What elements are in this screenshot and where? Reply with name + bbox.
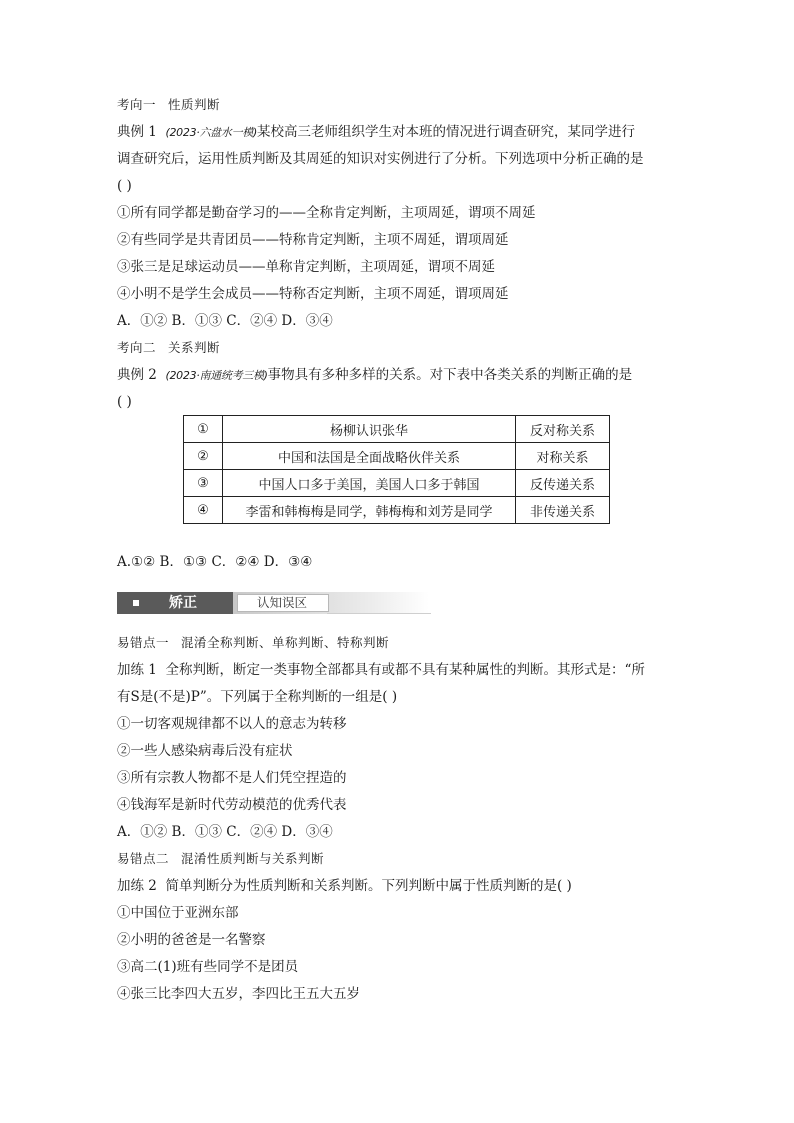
table-row bbox=[184, 416, 610, 443]
row-description: 中国人口多于美国，美国人口多于韩国 bbox=[223, 470, 516, 497]
answer-options: A．①② B．①③ C．②④ D．③④ bbox=[117, 824, 333, 840]
table-row bbox=[184, 497, 610, 524]
statement: ④小明不是学生会成员——特称否定判断，主项不周延，谓项周延 bbox=[117, 286, 509, 302]
statement: ③张三是足球运动员——单称肯定判断，主项周延，谓项不周延 bbox=[117, 259, 495, 275]
exercise-label: 加练 2 bbox=[117, 878, 157, 894]
section-heading bbox=[117, 96, 220, 114]
answer-options: A.①② B．①③ C．②④ D．③④ bbox=[117, 554, 313, 570]
exercise-text: 全称判断，断定一类事物全部都具有或都不具有某种属性的判断。其形式是：“所 bbox=[165, 662, 645, 678]
row-relation-type: 对称关系 bbox=[516, 443, 610, 470]
row-number: ③ bbox=[184, 470, 223, 497]
statement: ②有些同学是共青团员——特称肯定判断，主项不周延，谓项周延 bbox=[117, 232, 509, 248]
heading-label: 易错点二 bbox=[117, 851, 170, 866]
banner-subtitle: 认知误区 bbox=[257, 595, 308, 610]
banner-title: 矫正 bbox=[169, 595, 197, 611]
example-text: 事物具有多种多样的关系。对下表中各类关系的判断正确的是 bbox=[267, 367, 633, 383]
exercise-question bbox=[117, 661, 645, 679]
example-label: 典例 2 bbox=[117, 367, 157, 383]
heading-label: 考向一 bbox=[117, 97, 157, 112]
heading-label: 易错点一 bbox=[117, 635, 170, 650]
exercise-question bbox=[117, 877, 572, 895]
example-text-line: 调查研究后，运用性质判断及其周延的知识对实例进行了分析。下列选项中分析正确的是 bbox=[117, 151, 644, 167]
statement: ④钱海军是新时代劳动模范的优秀代表 bbox=[117, 797, 347, 813]
banner-rule bbox=[327, 613, 431, 614]
statement: ①所有同学都是勤奋学习的——全称肯定判断，主项周延，谓项不周延 bbox=[117, 205, 536, 221]
example-question bbox=[117, 123, 635, 142]
answer-options: A．①② B．①③ C．②④ D．③④ bbox=[117, 313, 333, 329]
section-heading bbox=[117, 634, 389, 652]
statement: ①一切客观规律都不以人的意志为转移 bbox=[117, 716, 347, 732]
square-bullet-icon bbox=[133, 600, 139, 606]
section-heading bbox=[117, 850, 324, 868]
row-description: 中国和法国是全面战略伙伴关系 bbox=[223, 443, 516, 470]
row-relation-type: 反传递关系 bbox=[516, 470, 610, 497]
row-description: 杨柳认识张华 bbox=[223, 416, 516, 443]
section-banner bbox=[117, 592, 431, 614]
example-label: 典例 1 bbox=[117, 124, 157, 140]
statement: ②一些人感染病毒后没有症状 bbox=[117, 743, 293, 759]
heading-title: 混淆性质判断与关系判断 bbox=[181, 851, 325, 866]
heading-label: 考向二 bbox=[117, 340, 157, 355]
example-question bbox=[117, 366, 632, 385]
relation-table bbox=[183, 415, 610, 524]
row-relation-type: 非传递关系 bbox=[516, 497, 610, 524]
table-row bbox=[184, 443, 610, 470]
answer-blank: ( ) bbox=[117, 178, 132, 194]
section-heading bbox=[117, 339, 220, 357]
statement: ①中国位于亚洲东部 bbox=[117, 905, 239, 921]
statement: ④张三比李四大五岁，李四比王五大五岁 bbox=[117, 986, 360, 1002]
row-number: ② bbox=[184, 443, 223, 470]
heading-title: 性质判断 bbox=[168, 97, 221, 112]
exercise-text: 简单判断分为性质判断和关系判断。下列判断中属于性质判断的是( ) bbox=[165, 878, 572, 894]
row-number: ④ bbox=[184, 497, 223, 524]
example-source: (2023·六盘水一模) bbox=[165, 126, 257, 139]
heading-title: 关系判断 bbox=[168, 340, 221, 355]
statement: ②小明的爸爸是一名警察 bbox=[117, 932, 266, 948]
exercise-text-line: 有S是(不是)P”。下列属于全称判断的一组是( ) bbox=[117, 689, 398, 705]
statement: ③高二(1)班有些同学不是团员 bbox=[117, 959, 299, 975]
statement: ③所有宗教人物都不是人们凭空捏造的 bbox=[117, 770, 347, 786]
answer-blank: ( ) bbox=[117, 394, 132, 410]
heading-title: 混淆全称判断、单称判断、特称判断 bbox=[181, 635, 390, 650]
example-source: (2023·南通统考三模) bbox=[165, 369, 268, 382]
exercise-label: 加练 1 bbox=[117, 662, 157, 678]
row-description: 李雷和韩梅梅是同学，韩梅梅和刘芳是同学 bbox=[223, 497, 516, 524]
row-number: ① bbox=[184, 416, 223, 443]
example-text: 某校高三老师组织学生对本班的情况进行调查研究，某同学进行 bbox=[256, 124, 635, 140]
row-relation-type: 反对称关系 bbox=[516, 416, 610, 443]
table-row bbox=[184, 470, 610, 497]
